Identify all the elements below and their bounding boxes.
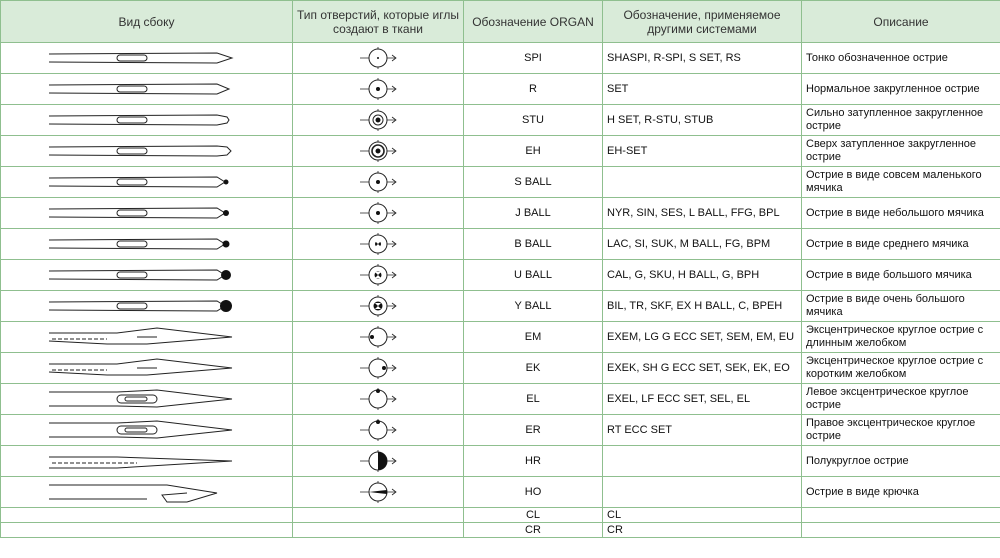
fabric-hole-icon — [348, 200, 408, 226]
desc-cell — [802, 523, 1000, 538]
organ-cell: U BALL — [464, 260, 603, 291]
table-row — [1, 74, 1000, 105]
table-row — [1, 415, 1000, 446]
header-side-view: Вид сбоку — [1, 1, 293, 43]
hole-type-cell — [293, 229, 464, 260]
hole-type-cell — [293, 136, 464, 167]
desc-cell: Сверх затупленное закругленное острие — [802, 136, 1000, 167]
hole-type-cell — [293, 523, 464, 538]
needle-side-icon — [47, 448, 247, 474]
side-view-cell — [1, 260, 293, 291]
header-organ: Обозначение ORGAN — [464, 1, 603, 43]
needle-side-icon — [47, 169, 247, 195]
fabric-hole-icon — [348, 448, 408, 474]
hole-type-cell — [293, 198, 464, 229]
other-cell: SET — [603, 74, 802, 105]
table-row — [1, 446, 1000, 477]
side-view-cell — [1, 508, 293, 523]
fabric-hole-icon — [348, 479, 408, 505]
side-view-cell — [1, 446, 293, 477]
organ-cell: EK — [464, 353, 603, 384]
fabric-hole-icon — [348, 76, 408, 102]
organ-cell: STU — [464, 105, 603, 136]
table-row — [1, 167, 1000, 198]
side-view-cell — [1, 229, 293, 260]
desc-cell: Правое эксцентрическое круглое острие — [802, 415, 1000, 446]
organ-cell: SPI — [464, 43, 603, 74]
organ-cell: R — [464, 74, 603, 105]
other-cell: CL — [603, 508, 802, 523]
organ-cell: HO — [464, 477, 603, 508]
fabric-hole-icon — [348, 138, 408, 164]
organ-cell: J BALL — [464, 198, 603, 229]
table-row — [1, 198, 1000, 229]
hole-type-cell — [293, 384, 464, 415]
desc-cell: Левое эксцентрическое круглое острие — [802, 384, 1000, 415]
needle-side-icon — [47, 107, 247, 133]
table-row — [1, 508, 1000, 523]
side-view-cell — [1, 291, 293, 322]
organ-cell: Y BALL — [464, 291, 603, 322]
other-cell: EXEM, LG G ECC SET, SEM, EM, EU — [603, 322, 802, 353]
desc-cell: Острие в виде очень большого мячика — [802, 291, 1000, 322]
desc-cell: Сильно затупленное закругленное острие — [802, 105, 1000, 136]
other-cell: EH-SET — [603, 136, 802, 167]
hole-type-cell — [293, 446, 464, 477]
desc-cell: Эксцентрическое круглое острие с длинным желобком — [802, 322, 1000, 353]
hole-type-cell — [293, 508, 464, 523]
desc-cell: Острие в виде крючка — [802, 477, 1000, 508]
hole-type-cell — [293, 105, 464, 136]
hole-type-cell — [293, 74, 464, 105]
desc-cell: Острие в виде большого мячика — [802, 260, 1000, 291]
other-cell: BIL, TR, SKF, EX H BALL, C, BPEH — [603, 291, 802, 322]
table-row — [1, 229, 1000, 260]
header-other: Обозначение, применяемое другими системами — [603, 1, 802, 43]
side-view-cell — [1, 353, 293, 384]
other-cell — [603, 167, 802, 198]
fabric-hole-icon — [348, 417, 408, 443]
side-view-cell — [1, 198, 293, 229]
header-hole-type: Тип отверстий, которые иглы создают в ткани — [293, 1, 464, 43]
hole-type-cell — [293, 415, 464, 446]
fabric-hole-icon — [348, 231, 408, 257]
side-view-cell — [1, 322, 293, 353]
side-view-cell — [1, 43, 293, 74]
other-cell: EXEK, SH G ECC SET, SEK, EK, EO — [603, 353, 802, 384]
other-cell — [603, 446, 802, 477]
needle-side-icon — [47, 262, 247, 288]
hole-type-cell — [293, 260, 464, 291]
desc-cell: Острие в виде совсем маленького мячика — [802, 167, 1000, 198]
desc-cell: Нормальное закругленное острие — [802, 74, 1000, 105]
table-row — [1, 353, 1000, 384]
organ-cell: EH — [464, 136, 603, 167]
other-cell: NYR, SIN, SES, L BALL, FFG, BPL — [603, 198, 802, 229]
needle-side-icon — [47, 479, 247, 505]
side-view-cell — [1, 415, 293, 446]
organ-cell: HR — [464, 446, 603, 477]
header-row — [1, 1, 1000, 43]
side-view-cell — [1, 74, 293, 105]
other-cell — [603, 477, 802, 508]
needle-side-icon — [47, 355, 247, 381]
fabric-hole-icon — [348, 386, 408, 412]
organ-cell: ER — [464, 415, 603, 446]
fabric-hole-icon — [348, 107, 408, 133]
other-cell: CR — [603, 523, 802, 538]
needle-side-icon — [47, 231, 247, 257]
fabric-hole-icon — [348, 355, 408, 381]
organ-cell: CL — [464, 508, 603, 523]
fabric-hole-icon — [348, 262, 408, 288]
needle-side-icon — [47, 45, 247, 71]
side-view-cell — [1, 523, 293, 538]
desc-cell: Полукруглое острие — [802, 446, 1000, 477]
header-desc: Описание — [802, 1, 1000, 43]
table-row — [1, 105, 1000, 136]
needle-side-icon — [47, 138, 247, 164]
fabric-hole-icon — [348, 293, 408, 319]
needle-side-icon — [47, 293, 247, 319]
desc-cell: Острие в виде небольшого мячика — [802, 198, 1000, 229]
hole-type-cell — [293, 353, 464, 384]
table-row — [1, 384, 1000, 415]
hole-type-cell — [293, 322, 464, 353]
desc-cell: Острие в виде среднего мячика — [802, 229, 1000, 260]
needle-side-icon — [47, 200, 247, 226]
side-view-cell — [1, 105, 293, 136]
table-row — [1, 322, 1000, 353]
desc-cell: Тонко обозначенное острие — [802, 43, 1000, 74]
other-cell: H SET, R-STU, STUB — [603, 105, 802, 136]
table-row — [1, 136, 1000, 167]
needle-side-icon — [47, 76, 247, 102]
needle-side-icon — [47, 386, 247, 412]
fabric-hole-icon — [348, 169, 408, 195]
hole-type-cell — [293, 43, 464, 74]
hole-type-cell — [293, 477, 464, 508]
organ-cell: S BALL — [464, 167, 603, 198]
side-view-cell — [1, 477, 293, 508]
fabric-hole-icon — [348, 45, 408, 71]
organ-cell: EM — [464, 322, 603, 353]
needle-side-icon — [47, 324, 247, 350]
other-cell: EXEL, LF ECC SET, SEL, EL — [603, 384, 802, 415]
side-view-cell — [1, 136, 293, 167]
organ-cell: B BALL — [464, 229, 603, 260]
table-row — [1, 523, 1000, 538]
side-view-cell — [1, 167, 293, 198]
other-cell: RT ECC SET — [603, 415, 802, 446]
other-cell: CAL, G, SKU, H BALL, G, BPH — [603, 260, 802, 291]
side-view-cell — [1, 384, 293, 415]
other-cell: LAC, SI, SUK, M BALL, FG, BPM — [603, 229, 802, 260]
needle-side-icon — [47, 417, 247, 443]
table-row — [1, 291, 1000, 322]
organ-cell: EL — [464, 384, 603, 415]
table-row — [1, 43, 1000, 74]
organ-cell: CR — [464, 523, 603, 538]
other-cell: SHASPI, R-SPI, S SET, RS — [603, 43, 802, 74]
table-row — [1, 260, 1000, 291]
desc-cell — [802, 508, 1000, 523]
hole-type-cell — [293, 167, 464, 198]
hole-type-cell — [293, 291, 464, 322]
table-row — [1, 477, 1000, 508]
desc-cell: Эксцентрическое круглое острие с коротким желобком — [802, 353, 1000, 384]
fabric-hole-icon — [348, 324, 408, 350]
